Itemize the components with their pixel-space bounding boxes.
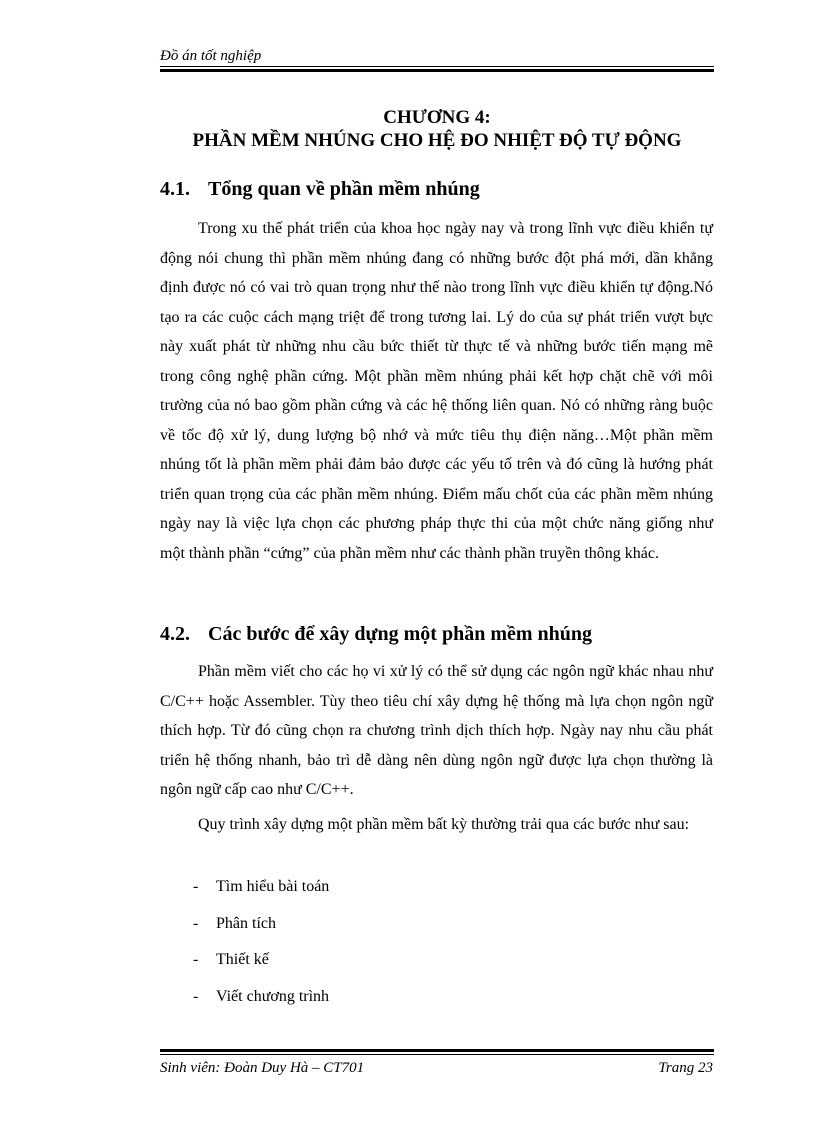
steps-list	[160, 876, 713, 1022]
section-number: 4.2.	[160, 623, 190, 645]
footer-rule-thick	[160, 1049, 714, 1052]
chapter-heading	[160, 106, 714, 152]
section-heading-4-1	[160, 177, 720, 201]
section-title: Các bước để xây dựng một phần mềm nhúng	[208, 623, 593, 645]
header-title: Đồ án tốt nghiệp	[160, 48, 262, 64]
list-item-text: Thiết kế	[216, 951, 269, 968]
footer-page-number: Trang 23	[658, 1060, 713, 1076]
section-number: 4.1.	[160, 178, 190, 200]
section-heading-4-2	[160, 622, 720, 646]
list-item	[160, 876, 713, 913]
list-item-text: Tìm hiểu bài toán	[216, 878, 330, 895]
paragraph: Quy trình xây dựng một phần mềm bất kỳ thường trải qua các bước như sau:	[198, 816, 690, 833]
list-bullet: -	[193, 987, 199, 1005]
list-item	[160, 913, 713, 950]
header-rule-thin	[160, 66, 714, 67]
footer-student: Sinh viên: Đoàn Duy Hà – CT701	[160, 1060, 365, 1076]
list-item-text: Viết chương trình	[216, 987, 330, 1005]
list-bullet: -	[193, 951, 199, 968]
list-bullet: -	[193, 914, 199, 932]
paragraph: Trong xu thế phát triển của khoa học ngày nay và trong lĩnh vực điều khiển tự động nói chung thì phần mềm nhúng đang có những bước đột phá mới, dần khẳng định được nó có vai trò quan trọng như thế nào trong lĩnh vực điều khiển tự động.Nó tạo ra các cuộc cách mạng triệt để trong tương lai. Lý do của sự phát triển vượt bực này xuất phát từ những nhu cầu bức thiết từ thực tế và những bước tiến mạng mẽ trong công nghệ phần cứng. Một phần mềm nhúng phải kết hợp chặt chẽ với môi trường của nó bao gồm phần cứng và các hệ thống liên quan. Nó có những ràng buộc về tốc độ xử lý, dung lượng bộ nhớ và mức tiêu thụ điện năng…Một phần mềm nhúng tốt là phần mềm phải đảm bảo được các yếu tố trên và đó cũng là hướng phát triển quan trọng của các phần mềm nhúng. Điểm mấu chốt của các phần mềm nhúng ngày nay là việc lựa chọn các phương pháp thực thi của một chức năng giống như một thành phần “cứng” của phần mềm như các thành phần truyền thông khác.	[160, 220, 713, 562]
paragraph: Phần mềm viết cho các họ vi xử lý có thể sử dụng các ngôn ngữ khác nhau như C/C++ hoặc Assembler. Tùy theo tiêu chí xây dựng hệ thống mà lựa chọn ngôn ngữ thích hợp. Từ đó cũng chọn ra chương trình dịch thích hợp. Ngày nay nhu cầu phát triển hệ thống nhanh, bảo trì dễ dàng nên dùng ngôn ngữ được lựa chọn thường là ngôn ngữ cấp cao như C/C++.	[160, 663, 713, 798]
list-item-text: Phân tích	[216, 914, 276, 932]
header-rule-thick	[160, 69, 714, 72]
chapter-title: PHẦN MỀM NHÚNG CHO HỆ ĐO NHIỆT ĐỘ TỰ ĐỘNG	[192, 130, 682, 151]
chapter-number: CHƯƠNG 4:	[383, 107, 491, 128]
section-title: Tổng quan về phần mềm nhúng	[208, 178, 480, 200]
list-item	[160, 949, 713, 986]
footer-rule-thin	[160, 1054, 714, 1055]
list-item	[160, 986, 713, 1023]
list-bullet: -	[193, 878, 199, 895]
